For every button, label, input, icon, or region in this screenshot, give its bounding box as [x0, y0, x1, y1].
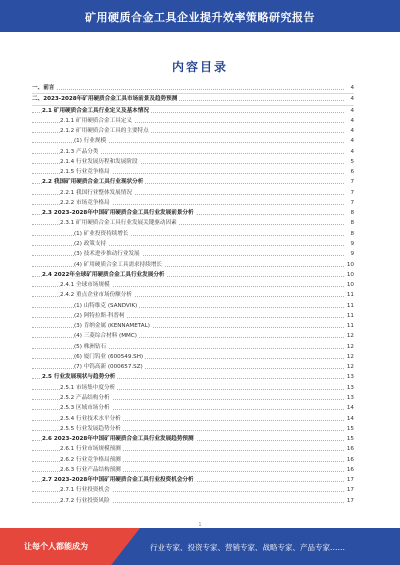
toc-entry-label: 2.1.2 矿用硬质合金工具的主要特点: [60, 126, 151, 136]
toc-entry-label: 2.1.1 矿用硬质合金工具定义: [60, 116, 134, 126]
footer-band: [0, 528, 400, 565]
toc-entry-page: 17: [345, 485, 354, 495]
toc-entry-page: 7: [345, 188, 354, 198]
toc-entry-label: 2.7 2023-2028年中国矿用硬质合金工具行业投资机会分析: [42, 475, 196, 485]
toc-entry-label: (4) 三菱综合材料 (MMC): [74, 331, 139, 341]
toc-entry-page: 8: [345, 229, 354, 239]
toc-entry[interactable]: [32, 424, 354, 434]
toc-entry[interactable]: [32, 167, 354, 177]
toc-entry[interactable]: [32, 239, 354, 249]
toc-entry-label: 一、前言: [32, 83, 56, 93]
toc-entry[interactable]: [32, 383, 354, 393]
toc-entry[interactable]: [32, 331, 354, 341]
toc-entry-label: 2.5.1 市场集中度分析: [60, 383, 117, 393]
toc-entry-label: 2.1.4 行业发展历程和发展阶段: [60, 157, 140, 167]
toc-entry-page: 10: [345, 260, 354, 270]
toc-entry-page: 10: [345, 270, 354, 280]
toc-entry-label: (3) 肯纳金属 (KENNAMETAL): [74, 321, 152, 331]
toc-entry[interactable]: [32, 393, 354, 403]
toc-entry[interactable]: [32, 136, 354, 146]
toc-entry-label: 2.2.2 市场竞争格局: [60, 198, 112, 208]
toc-entry[interactable]: [32, 403, 354, 413]
toc-entry-page: 12: [345, 331, 354, 341]
toc-entry[interactable]: [32, 280, 354, 290]
toc-entry[interactable]: [32, 496, 354, 506]
toc-entry-label: (1) 行业规模: [74, 136, 108, 146]
toc-entry-label: (2) 政策支持: [74, 239, 108, 249]
toc-entry-page: 8: [345, 208, 354, 218]
toc-entry-page: 14: [345, 414, 354, 424]
toc-entry-page: 14: [345, 403, 354, 413]
toc-entry[interactable]: [32, 249, 354, 259]
toc-entry-page: 15: [345, 424, 354, 434]
toc-entry-label: 2.5.2 产品结构分析: [60, 393, 112, 403]
toc-entry[interactable]: [32, 270, 354, 280]
toc-entry-page: 12: [345, 342, 354, 352]
page-number: 1: [198, 522, 202, 528]
toc-entry[interactable]: [32, 444, 354, 454]
toc-entry-label: 2.5 行业发展现状与趋势分析: [42, 372, 117, 382]
toc-entry[interactable]: [32, 126, 354, 136]
toc-entry-page: 11: [345, 290, 354, 300]
toc-entry-label: 二、2023-2028年矿用硬质合金工具市场前景及趋势预测: [32, 94, 179, 104]
toc-entry-label: (6) 厦门钨业 (600549.SH): [74, 352, 145, 362]
toc-entry[interactable]: [32, 301, 354, 311]
toc-entry[interactable]: [32, 147, 354, 157]
toc-entry-page: 13: [345, 393, 354, 403]
toc-entry-label: (7) 中钨高新 (000657.SZ): [74, 362, 145, 372]
toc-entry-page: 11: [345, 301, 354, 311]
toc-entry[interactable]: [32, 414, 354, 424]
toc-entry-page: 4: [345, 106, 354, 116]
toc-entry-page: 10: [345, 280, 354, 290]
toc-entry[interactable]: [32, 311, 354, 321]
toc-entry-page: 12: [345, 352, 354, 362]
toc-entry-label: 2.6.1 行业市场规模预测: [60, 444, 123, 454]
toc-entry-label: 2.7.1 行业投资机会: [60, 485, 112, 495]
toc-entry-page: 13: [345, 383, 354, 393]
toc-entry-label: 2.4.2 重点企业市场份额分析: [60, 290, 134, 300]
toc-entry-label: 2.5.3 区域市场分析: [60, 403, 112, 413]
toc-entry[interactable]: [32, 157, 354, 167]
toc-entry-label: 2.6.2 行业竞争格局预测: [60, 455, 123, 465]
toc-entry[interactable]: [32, 475, 354, 485]
toc-entry-page: 17: [345, 496, 354, 506]
toc-entry-page: 16: [345, 444, 354, 454]
toc-entry[interactable]: [32, 229, 354, 239]
footer-slogan: 让每个人都能成为: [24, 542, 88, 551]
toc-entry[interactable]: [32, 372, 354, 382]
toc-entry-page: 4: [345, 136, 354, 146]
toc-entry-page: 5: [345, 157, 354, 167]
toc-entry[interactable]: [32, 342, 354, 352]
toc-entry[interactable]: [32, 465, 354, 475]
toc-entry[interactable]: [32, 116, 354, 126]
toc-entry-page: 4: [345, 94, 354, 104]
toc-entry-page: 9: [345, 239, 354, 249]
toc-entry-label: 2.6.3 行业产品结构预测: [60, 465, 123, 475]
report-title: 矿用硬质合金工具企业提升效率策略研究报告: [85, 11, 315, 24]
toc-entry[interactable]: [32, 106, 354, 116]
toc-entry-page: 4: [345, 126, 354, 136]
toc-entry-label: 2.6 2023-2028年中国矿用硬质合金工具行业发展趋势预测: [42, 434, 196, 444]
toc-entry-label: 2.2.1 我国行业整体发展情况: [60, 188, 134, 198]
toc-entry[interactable]: [32, 290, 354, 300]
toc-entry-label: (2) 阿特拉斯·科普柯: [74, 311, 127, 321]
toc-entry-page: 13: [345, 372, 354, 382]
toc-entry-label: 2.1.5 行业竞争格局: [60, 167, 112, 177]
toc-heading: 内容目录: [171, 60, 228, 74]
toc-entry-label: (4) 矿用硬质合金工具需求持续增长: [74, 260, 164, 270]
toc-entry-page: 7: [345, 177, 354, 187]
toc-entry-page: 8: [345, 218, 354, 228]
toc-entry-page: 4: [345, 147, 354, 157]
toc-entry[interactable]: [32, 177, 354, 187]
toc-entry-label: (5) 株洲钻石: [74, 342, 108, 352]
toc-entry[interactable]: [32, 485, 354, 495]
toc-entry-page: 6: [345, 167, 354, 177]
toc-entry[interactable]: [32, 455, 354, 465]
toc-entry-page: 12: [345, 362, 354, 372]
toc-entry[interactable]: [32, 83, 354, 94]
toc-entry[interactable]: [32, 198, 354, 208]
toc-entry[interactable]: [32, 321, 354, 331]
toc-entry-page: 16: [345, 465, 354, 475]
toc-entry-label: (1) 山特维克 (SANDVIK): [74, 301, 139, 311]
toc-entry-label: 2.7.2 行业投资风险: [60, 496, 112, 506]
toc-entry[interactable]: [32, 94, 354, 105]
toc-entry-label: 2.1 矿用硬质合金工具行业定义及基本情况: [42, 106, 151, 116]
toc-entry-label: 2.4 2022年全球矿用硬质合金工具行业发展分析: [42, 270, 167, 280]
toc-entry[interactable]: [32, 362, 354, 372]
toc-entry[interactable]: [32, 208, 354, 218]
toc-entry-label: 2.2 我国矿用硬质合金工具行业现状分析: [42, 177, 145, 187]
toc-entry-label: (3) 技术进步推动行业发展: [74, 249, 142, 259]
toc-entry-label: 2.4.1 全球市场规模: [60, 280, 112, 290]
toc-entry-page: 4: [345, 83, 354, 93]
toc-entry[interactable]: [32, 352, 354, 362]
toc-leader-dots: [32, 89, 344, 90]
toc-entry-page: 11: [345, 311, 354, 321]
footer-tagline: 行业专家、投资专家、营销专家、战略专家、产品专家……: [150, 543, 345, 552]
toc-entry-label: 2.3 2023-2028年中国矿用硬质合金工具行业发展前景分析: [42, 208, 196, 218]
toc-entry[interactable]: [32, 188, 354, 198]
toc-entry-label: 2.3.1 矿用硬质合金工具行业发展关键驱动因素: [60, 218, 179, 228]
toc-entry-page: 17: [345, 475, 354, 485]
toc-entry-page: 16: [345, 455, 354, 465]
toc-entry-page: 11: [345, 321, 354, 331]
toc-entry[interactable]: [32, 260, 354, 270]
toc-entry[interactable]: [32, 218, 354, 228]
toc-entry-page: 15: [345, 434, 354, 444]
toc-entry-label: 2.5.4 行业技术水平分析: [60, 414, 123, 424]
toc-entry[interactable]: [32, 434, 354, 444]
table-of-contents: [32, 83, 354, 506]
toc-entry-label: 2.5.5 行业发展趋势分析: [60, 424, 123, 434]
toc-entry-label: (1) 矿业投资持续增长: [74, 229, 130, 239]
toc-entry-page: 4: [345, 116, 354, 126]
toc-entry-page: 7: [345, 198, 354, 208]
toc-entry-page: 9: [345, 249, 354, 259]
header-band: [0, 0, 400, 32]
toc-entry-label: 2.1.3 产品分类: [60, 147, 100, 157]
